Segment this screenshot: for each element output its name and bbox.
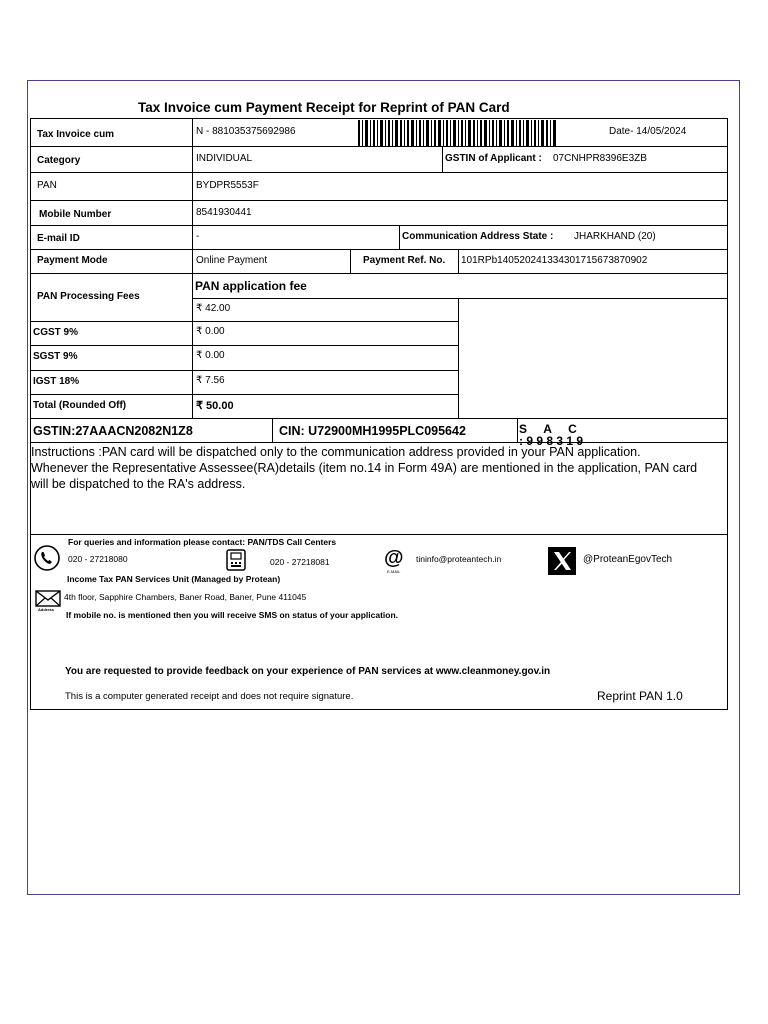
- payment-ref-label: Payment Ref. No.: [363, 255, 446, 266]
- category-label: Category: [37, 155, 81, 166]
- sgst-value: ₹ 0.00: [196, 350, 225, 361]
- feedback-note: You are requested to provide feedback on your experience of PAN services at www.cleanmoney.gov.in: [65, 666, 551, 677]
- processing-fees-label: PAN Processing Fees: [37, 291, 140, 302]
- fax-number: 020 - 27218081: [270, 557, 330, 567]
- invoice-number: N - 881035375692986: [196, 126, 296, 137]
- email-label: E-mail ID: [37, 233, 80, 244]
- cgst-label: CGST 9%: [33, 327, 79, 338]
- instructions: [31, 444, 731, 492]
- sms-note: If mobile no. is mentioned then you will receive SMS on status of your application.: [66, 610, 399, 620]
- address-envelope-icon: [35, 590, 61, 607]
- gstin-applicant-label: GSTIN of Applicant :: [445, 153, 542, 164]
- twitter-handle: @ProteanEgovTech: [583, 554, 673, 565]
- cgst-value: ₹ 0.00: [196, 326, 225, 337]
- document-title: Tax Invoice cum Payment Receipt for Reprint of PAN Card: [138, 100, 510, 115]
- payment-mode-value: Online Payment: [196, 255, 268, 266]
- state-value: JHARKHAND (20): [574, 231, 656, 242]
- total-value: ₹ 50.00: [196, 400, 234, 412]
- igst-label: IGST 18%: [33, 376, 80, 387]
- instruction-line-2: Whenever the Representative Assessee(RA)details (item no.14 in Form 49A) are mentioned in the application, PAN card: [31, 461, 698, 475]
- mobile-label: Mobile Number: [39, 209, 112, 220]
- company-cin: CIN: U72900MH1995PLC095642: [279, 424, 466, 438]
- payment-mode-label: Payment Mode: [37, 255, 108, 266]
- pan-unit: Income Tax PAN Services Unit (Managed by Protean): [67, 574, 281, 584]
- sac-label: S A C: [519, 422, 577, 436]
- phone-number: 020 - 27218080: [68, 554, 128, 564]
- version-label: Reprint PAN 1.0: [597, 689, 683, 703]
- total-label: Total (Rounded Off): [33, 400, 127, 411]
- fax-icon: [226, 549, 246, 571]
- computer-generated-note: This is a computer generated receipt and does not require signature.: [65, 691, 354, 702]
- address-icon-caption: Address: [38, 607, 55, 612]
- state-label: Communication Address State :: [402, 231, 554, 242]
- invoice-label: Tax Invoice cum: [37, 129, 115, 140]
- gstin-applicant-value: 07CNHPR8396E3ZB: [553, 153, 647, 164]
- contact-email: tininfo@proteantech.in: [416, 554, 502, 564]
- invoice-date: Date- 14/05/2024: [609, 126, 687, 137]
- sac-code: : 9 9 8 3 1 9: [519, 434, 584, 448]
- pan-value: BYDPR5553F: [196, 180, 259, 191]
- email-value: -: [196, 231, 200, 242]
- mobile-value: 8541930441: [196, 207, 252, 218]
- company-gstin: GSTIN:27AAACN2082N1Z8: [33, 424, 193, 438]
- igst-value: ₹ 7.56: [196, 375, 225, 386]
- phone-icon: [34, 545, 60, 571]
- x-twitter-icon: [548, 547, 576, 575]
- contact-address: 4th floor, Sapphire Chambers, Baner Road, Baner, Pune 411045: [64, 592, 307, 602]
- email-icon-caption: E-MAIL: [387, 569, 401, 574]
- fee-amount: ₹ 42.00: [196, 303, 231, 314]
- barcode: [358, 120, 558, 146]
- payment-ref-value: 101RPb140520241334301715673870902: [461, 255, 648, 266]
- fee-name: PAN application fee: [195, 279, 307, 293]
- receipt-table: [30, 118, 728, 710]
- pan-label: PAN: [37, 180, 57, 191]
- contact-heading: For queries and information please contact: PAN/TDS Call Centers: [68, 537, 337, 547]
- instruction-line-1: Instructions :PAN card will be dispatched only to the communication address provided in your PAN application.: [31, 445, 641, 459]
- instruction-line-3: will be dispatched to the RA's address.: [31, 477, 246, 491]
- sgst-label: SGST 9%: [33, 351, 78, 362]
- category-value: INDIVIDUAL: [196, 153, 253, 164]
- email-at-icon: @: [384, 547, 404, 569]
